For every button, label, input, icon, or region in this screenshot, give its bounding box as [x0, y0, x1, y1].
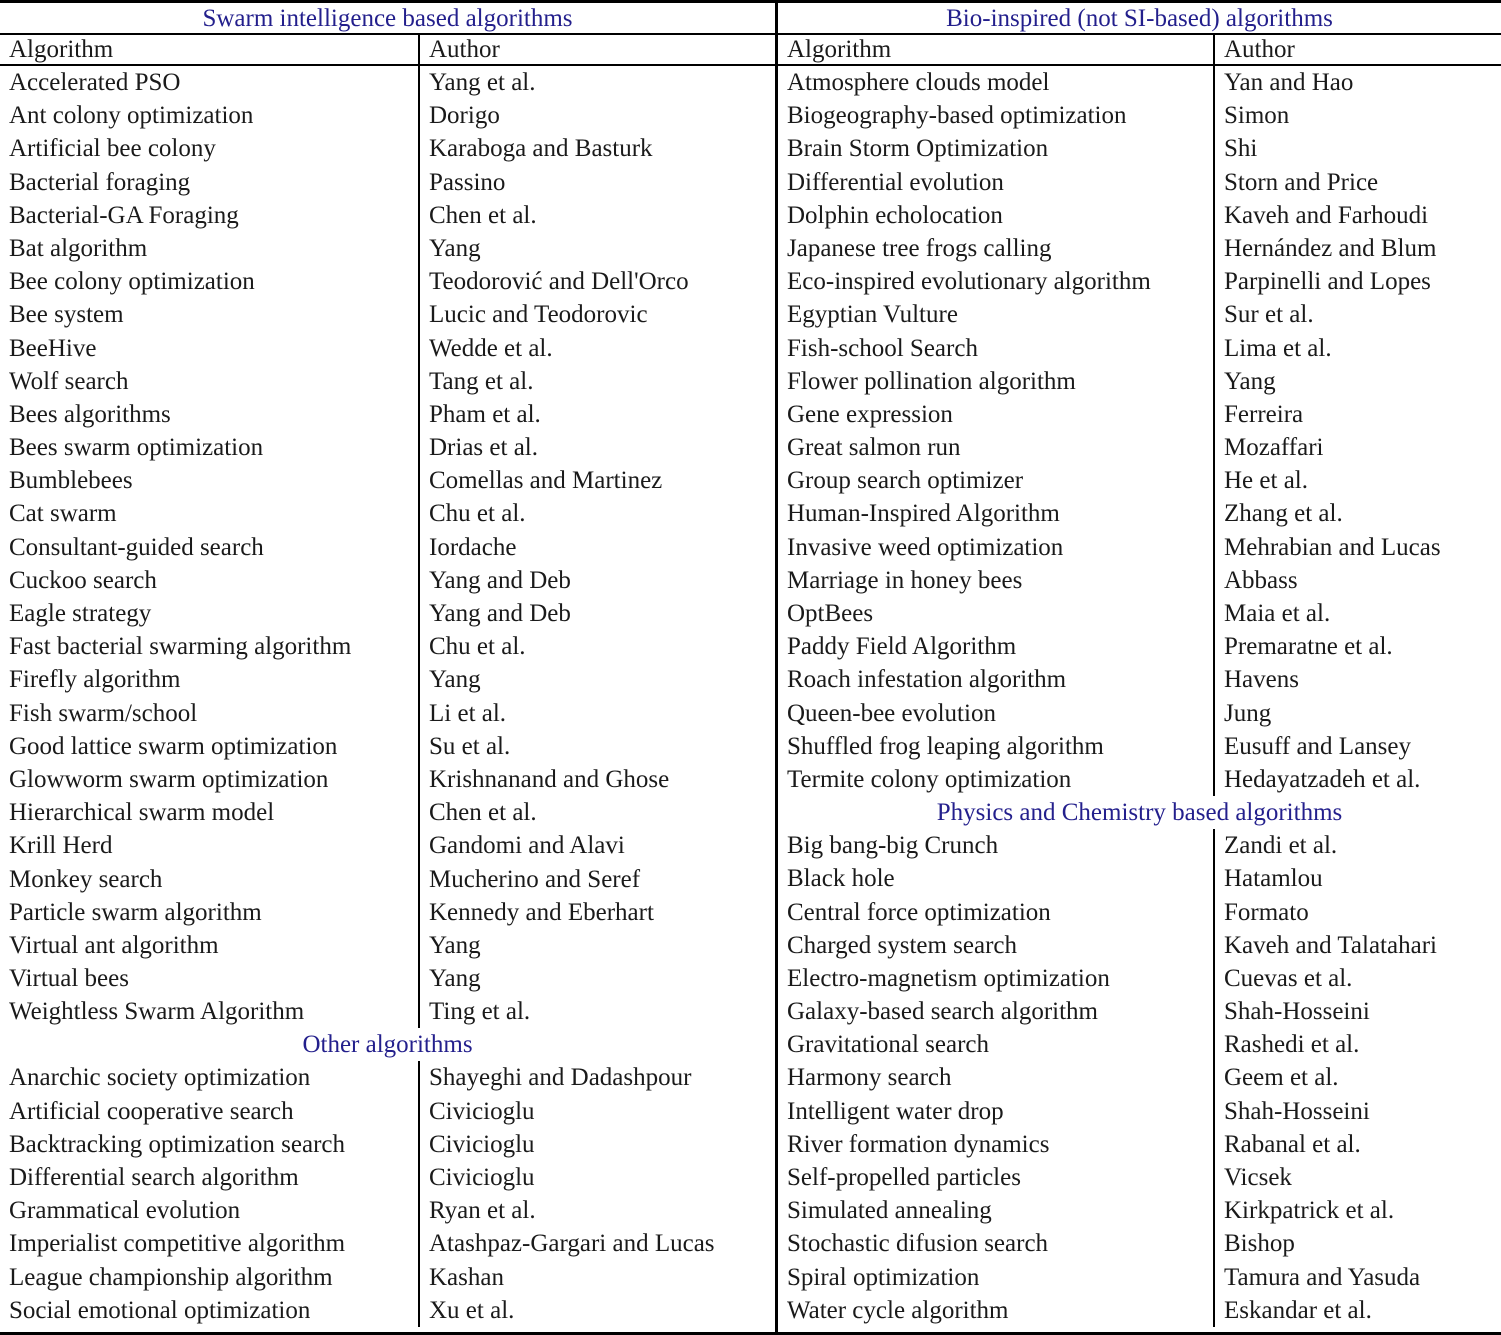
cell-author: Dorigo [429, 102, 500, 130]
cell-algorithm: Virtual ant algorithm [0, 929, 420, 962]
table-row [778, 199, 1501, 232]
left-section-0-rows [0, 66, 775, 1028]
table-row [0, 199, 775, 232]
cell-algorithm: Great salmon run [778, 431, 1215, 464]
cell-algorithm: Marriage in honey bees [778, 564, 1215, 597]
cell-algorithm: Egyptian Vulture [778, 298, 1215, 331]
cell-algorithm: Black hole [778, 862, 1215, 895]
table-row [0, 962, 775, 995]
cell-author: Bishop [1224, 1230, 1295, 1258]
cell-author: Hedayatzadeh et al. [1224, 765, 1421, 793]
cell-author: Kaveh and Talatahari [1224, 931, 1437, 959]
cell-algorithm: River formation dynamics [778, 1128, 1215, 1161]
table-row [778, 1194, 1501, 1227]
table-row [0, 365, 775, 398]
cell-algorithm: Krill Herd [0, 829, 420, 862]
cell-algorithm: Bees swarm optimization [0, 431, 420, 464]
cell-algorithm: Gravitational search [778, 1028, 1215, 1061]
cell-algorithm: Self-propelled particles [778, 1161, 1215, 1194]
table-row [0, 896, 775, 929]
table-row [0, 1161, 775, 1194]
table-row [778, 99, 1501, 132]
table-row [778, 630, 1501, 663]
table-row [0, 531, 775, 564]
cell-algorithm: Bacterial-GA Foraging [0, 199, 420, 232]
table-row [0, 431, 775, 464]
table-row [778, 763, 1501, 796]
cell-algorithm: Flower pollination algorithm [778, 365, 1215, 398]
cell-author: Ting et al. [429, 998, 531, 1026]
table-row [778, 298, 1501, 331]
cell-author: Chen et al. [429, 799, 537, 827]
table-row [778, 564, 1501, 597]
cell-algorithm: Backtracking optimization search [0, 1128, 420, 1161]
cell-algorithm: Monkey search [0, 863, 420, 896]
cell-author: Yang et al. [429, 69, 536, 96]
cell-algorithm: Bat algorithm [0, 232, 420, 265]
cell-algorithm: Bees algorithms [0, 398, 420, 431]
cell-algorithm: Firefly algorithm [0, 663, 420, 696]
cell-author: Comellas and Martinez [429, 467, 663, 495]
cell-algorithm: Ant colony optimization [0, 99, 420, 132]
cell-algorithm: Eco-inspired evolutionary algorithm [778, 265, 1215, 298]
cell-author: Drias et al. [429, 434, 538, 462]
cell-author: Chu et al. [429, 633, 526, 661]
table-row [0, 697, 775, 730]
table-row [778, 597, 1501, 630]
cell-algorithm: Glowworm swarm optimization [0, 763, 420, 796]
table-row [0, 829, 775, 862]
table-row [0, 597, 775, 630]
table-row [0, 1294, 775, 1327]
cell-author: Vicsek [1224, 1164, 1292, 1191]
table-row [778, 132, 1501, 165]
cell-algorithm: Cuckoo search [0, 564, 420, 597]
cell-algorithm: Bee system [0, 298, 420, 331]
table-row [0, 166, 775, 199]
cell-algorithm: Anarchic society optimization [0, 1061, 420, 1094]
cell-algorithm: Particle swarm algorithm [0, 896, 420, 929]
table-row [778, 1294, 1501, 1327]
section-title-other-algorithms: Other algorithms [302, 1031, 473, 1059]
table-row [0, 1128, 775, 1161]
table-row [778, 497, 1501, 530]
cell-author: Yang [429, 234, 481, 262]
cell-algorithm: Artificial cooperative search [0, 1095, 420, 1128]
cell-author: Iordache [429, 533, 517, 561]
table-row [778, 962, 1501, 995]
cell-algorithm: Differential search algorithm [0, 1161, 420, 1194]
cell-algorithm: Virtual bees [0, 962, 420, 995]
cell-algorithm: Paddy Field Algorithm [778, 630, 1215, 663]
section-title-swarm-intelligence: Swarm intelligence based algorithms [0, 3, 775, 35]
table-row [778, 730, 1501, 763]
cell-author: Krishnanand and Ghose [429, 765, 670, 793]
cell-algorithm: Social emotional optimization [0, 1294, 420, 1327]
column-header-algorithm: Algorithm [778, 35, 1215, 64]
table-row [778, 398, 1501, 431]
cell-algorithm: Japanese tree frogs calling [778, 232, 1215, 265]
cell-algorithm: Consultant-guided search [0, 531, 420, 564]
cell-algorithm: Bee colony optimization [0, 265, 420, 298]
cell-author: Eusuff and Lansey [1224, 732, 1411, 760]
cell-algorithm: BeeHive [0, 332, 420, 365]
cell-author: Lucic and Teodorovic [429, 301, 648, 329]
table-row [778, 1128, 1501, 1161]
cell-author: Civicioglu [429, 1097, 535, 1125]
section-title-physics-chemistry: Physics and Chemistry based algorithms [936, 799, 1343, 827]
table-row [0, 232, 775, 265]
table-row [0, 995, 775, 1028]
left-column-header-row [0, 35, 775, 66]
cell-author: He et al. [1224, 467, 1308, 495]
cell-author: Ryan et al. [429, 1197, 536, 1225]
table-row [778, 995, 1501, 1028]
cell-algorithm: Termite colony optimization [778, 763, 1215, 796]
table-row [0, 763, 775, 796]
right-section-1-rows [778, 829, 1501, 1327]
cell-author: Shah-Hosseini [1224, 998, 1370, 1026]
table-row [0, 298, 775, 331]
table-row [778, 1028, 1501, 1061]
table-row [0, 564, 775, 597]
cell-algorithm: Atmosphere clouds model [778, 66, 1215, 99]
table-row [778, 1261, 1501, 1294]
table-row [778, 697, 1501, 730]
table-row [778, 332, 1501, 365]
cell-author: Parpinelli and Lopes [1224, 268, 1431, 296]
cell-author: Tamura and Yasuda [1224, 1263, 1421, 1291]
table-row [778, 896, 1501, 929]
cell-algorithm: Queen-bee evolution [778, 697, 1215, 730]
cell-author: Kaveh and Farhoudi [1224, 201, 1429, 229]
cell-algorithm: Roach infestation algorithm [778, 663, 1215, 696]
table-row [778, 66, 1501, 99]
cell-algorithm: Bacterial foraging [0, 166, 420, 199]
cell-author: Jung [1224, 699, 1272, 727]
cell-author: Wedde et al. [429, 334, 553, 362]
right-table-half [778, 3, 1501, 1332]
cell-author: Hatamlou [1224, 865, 1323, 893]
cell-author: Zandi et al. [1224, 832, 1338, 860]
cell-algorithm: Stochastic difusion search [778, 1227, 1215, 1260]
cell-algorithm: Central force optimization [778, 896, 1215, 929]
cell-algorithm: Charged system search [778, 929, 1215, 962]
cell-author: Shi [1224, 135, 1258, 163]
cell-author: Kirkpatrick et al. [1224, 1197, 1395, 1225]
table-row [778, 1061, 1501, 1094]
cell-algorithm: Accelerated PSO [0, 66, 420, 99]
table-row [778, 431, 1501, 464]
cell-author: Li et al. [429, 699, 507, 727]
cell-algorithm: Group search optimizer [778, 464, 1215, 497]
cell-author: Passino [429, 168, 506, 196]
table-row [778, 531, 1501, 564]
cell-author: Mehrabian and Lucas [1224, 533, 1441, 561]
table-row [0, 99, 775, 132]
cell-author: Rashedi et al. [1224, 1031, 1360, 1059]
table-row [0, 929, 775, 962]
cell-author: Chen et al. [429, 201, 537, 229]
table-row [778, 929, 1501, 962]
cell-author: Yang [429, 931, 481, 959]
cell-author: Simon [1224, 102, 1290, 130]
cell-algorithm: Bumblebees [0, 464, 420, 497]
cell-algorithm: Simulated annealing [778, 1194, 1215, 1227]
cell-algorithm: Electro-magnetism optimization [778, 962, 1215, 995]
cell-author: Civicioglu [429, 1130, 535, 1158]
cell-author: Storn and Price [1224, 168, 1379, 196]
table-row [778, 829, 1501, 862]
table-row [0, 265, 775, 298]
cell-author: Chu et al. [429, 500, 526, 528]
cell-algorithm: Cat swarm [0, 497, 420, 530]
table-row [0, 132, 775, 165]
cell-algorithm: Big bang-big Crunch [778, 829, 1215, 862]
table-row [0, 1227, 775, 1260]
cell-algorithm: Galaxy-based search algorithm [778, 995, 1215, 1028]
cell-author: Eskandar et al. [1224, 1296, 1372, 1324]
cell-algorithm: Eagle strategy [0, 597, 420, 630]
cell-algorithm: Good lattice swarm optimization [0, 730, 420, 763]
cell-author: Yan and Hao [1224, 69, 1354, 96]
cell-algorithm: Fast bacterial swarming algorithm [0, 630, 420, 663]
cell-author: Geem et al. [1224, 1064, 1339, 1092]
table-row [778, 365, 1501, 398]
table-row [778, 1227, 1501, 1260]
cell-algorithm: Dolphin echolocation [778, 199, 1215, 232]
column-header-author: Author [1224, 36, 1295, 63]
table-row [778, 1095, 1501, 1128]
cell-author: Abbass [1224, 566, 1298, 594]
cell-author: Civicioglu [429, 1164, 535, 1191]
table-row [0, 663, 775, 696]
cell-algorithm: Fish-school Search [778, 332, 1215, 365]
table-row [0, 863, 775, 896]
cell-author: Shayeghi and Dadashpour [429, 1064, 692, 1092]
table-row [0, 1061, 775, 1094]
cell-author: Su et al. [429, 732, 511, 760]
cell-author: Sur et al. [1224, 301, 1314, 329]
cell-author: Karaboga and Basturk [429, 135, 653, 163]
cell-author: Kennedy and Eberhart [429, 898, 654, 926]
cell-algorithm: Shuffled frog leaping algorithm [778, 730, 1215, 763]
cell-author: Pham et al. [429, 400, 541, 428]
cell-algorithm: Invasive weed optimization [778, 531, 1215, 564]
cell-author: Formato [1224, 898, 1309, 926]
cell-author: Havens [1224, 666, 1299, 694]
cell-author: Lima et al. [1224, 334, 1332, 362]
cell-algorithm: Gene expression [778, 398, 1215, 431]
cell-algorithm: Fish swarm/school [0, 697, 420, 730]
cell-algorithm: Artificial bee colony [0, 132, 420, 165]
left-table-half [0, 3, 778, 1332]
table-row [0, 1194, 775, 1227]
table-row [0, 66, 775, 99]
table-row [0, 1095, 775, 1128]
cell-author: Yang and Deb [429, 600, 571, 627]
cell-author: Ferreira [1224, 400, 1304, 428]
table-row [0, 796, 775, 829]
table-row [778, 1161, 1501, 1194]
cell-algorithm: Weightless Swarm Algorithm [0, 995, 420, 1028]
table-row [778, 232, 1501, 265]
cell-author: Zhang et al. [1224, 500, 1343, 528]
cell-author: Tang et al. [429, 367, 534, 395]
table-row [778, 862, 1501, 895]
table-row [778, 166, 1501, 199]
cell-algorithm: Biogeography-based optimization [778, 99, 1215, 132]
cell-author: Atashpaz-Gargari and Lucas [429, 1230, 715, 1258]
cell-author: Gandomi and Alavi [429, 832, 625, 860]
right-column-header-row [778, 35, 1501, 66]
table-row [0, 332, 775, 365]
cell-algorithm: Imperialist competitive algorithm [0, 1227, 420, 1260]
cell-author: Mucherino and Seref [429, 865, 641, 893]
cell-algorithm: Grammatical evolution [0, 1194, 420, 1227]
cell-author: Hernández and Blum [1224, 234, 1437, 262]
table-row [778, 265, 1501, 298]
cell-author: Rabanal et al. [1224, 1130, 1361, 1158]
table-row [778, 663, 1501, 696]
column-header-algorithm: Algorithm [0, 35, 420, 64]
cell-algorithm: Harmony search [778, 1061, 1215, 1094]
cell-author: Mozaffari [1224, 434, 1324, 462]
table-row [0, 630, 775, 663]
table-row [0, 398, 775, 431]
table-row [778, 464, 1501, 497]
cell-algorithm: Wolf search [0, 365, 420, 398]
cell-author: Yang [429, 666, 481, 694]
section-title-bio-inspired: Bio-inspired (not SI-based) algorithms [778, 3, 1501, 35]
cell-author: Maia et al. [1224, 600, 1331, 627]
right-section-0-rows [778, 66, 1501, 796]
cell-author: Kashan [429, 1263, 504, 1291]
cell-author: Premaratne et al. [1224, 633, 1393, 661]
column-header-author: Author [429, 36, 500, 63]
cell-author: Teodorović and Dell'Orco [429, 268, 689, 296]
cell-algorithm: Water cycle algorithm [778, 1294, 1215, 1327]
cell-algorithm: OptBees [778, 597, 1215, 630]
cell-algorithm: Hierarchical swarm model [0, 796, 420, 829]
cell-author: Yang [429, 965, 481, 993]
table-row [0, 1261, 775, 1294]
table-row [0, 497, 775, 530]
cell-algorithm: Human-Inspired Algorithm [778, 497, 1215, 530]
cell-algorithm: Spiral optimization [778, 1261, 1215, 1294]
cell-algorithm: Intelligent water drop [778, 1095, 1215, 1128]
cell-author: Xu et al. [429, 1296, 515, 1324]
cell-author: Yang [1224, 367, 1276, 395]
cell-author: Cuevas et al. [1224, 964, 1353, 992]
left-section-1-rows [0, 1061, 775, 1327]
table-row [0, 730, 775, 763]
table-row [0, 464, 775, 497]
cell-author: Yang and Deb [429, 566, 571, 594]
cell-algorithm: League championship algorithm [0, 1261, 420, 1294]
cell-algorithm: Differential evolution [778, 166, 1215, 199]
cell-author: Shah-Hosseini [1224, 1097, 1370, 1125]
cell-algorithm: Brain Storm Optimization [778, 132, 1215, 165]
